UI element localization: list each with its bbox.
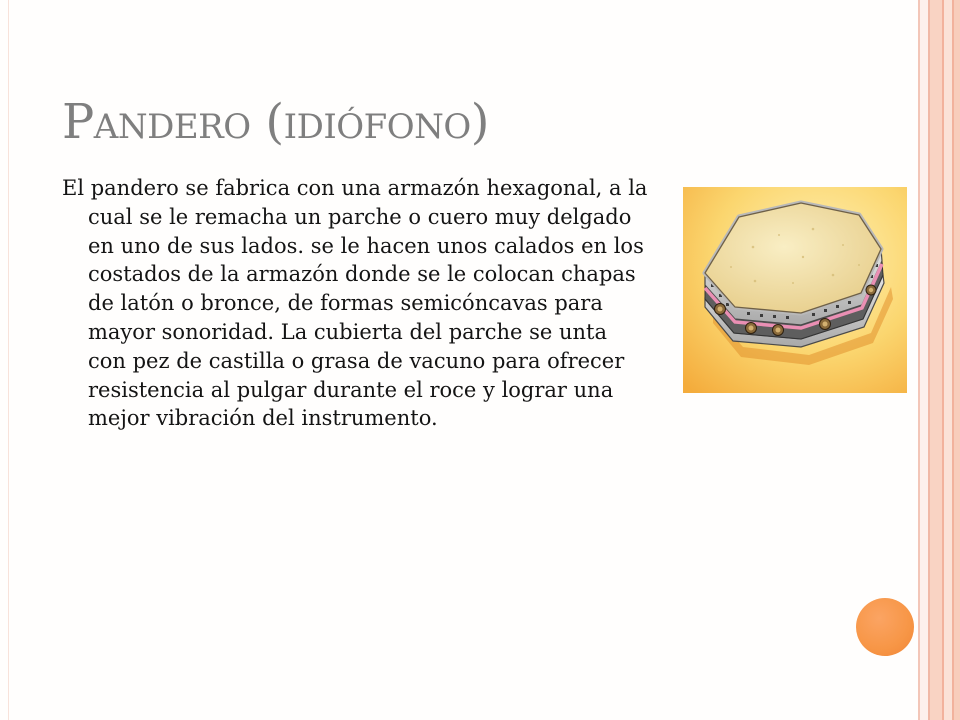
body-text-line: con pez de castilla o grasa de vacuno para ofrecer (88, 348, 625, 373)
border-stripe (944, 0, 952, 720)
pandero-illustration (683, 187, 907, 393)
body-text-line: resistencia al pulgar durante el roce y lograr una (88, 377, 614, 402)
body-text-line: mayor sonoridad. La cubierta del parche se unta (88, 319, 607, 344)
body-text-line: mejor vibración del instrumento. (88, 406, 438, 431)
body-text-line: de latón o bronce, de formas semicóncavas para (88, 291, 603, 316)
border-stripe (920, 0, 928, 720)
slide-body-text (62, 174, 672, 433)
orange-circle-icon (856, 598, 914, 656)
border-stripe (930, 0, 942, 720)
body-text-line: El pandero se fabrica con una armazón hexagonal, a la (62, 176, 648, 200)
pandero-image (683, 187, 907, 393)
slide-title: Pandero (idiófono) (62, 94, 489, 150)
left-border-line (8, 0, 9, 720)
border-stripe (954, 0, 960, 720)
body-text-line: costados de la armazón donde se le colocan chapas (88, 262, 636, 287)
right-border-stripes (918, 0, 960, 720)
body-text-line: en uno de sus lados. se le hacen unos calados en los (88, 233, 644, 258)
body-text-line: cual se le remacha un parche o cuero muy delgado (88, 204, 632, 229)
